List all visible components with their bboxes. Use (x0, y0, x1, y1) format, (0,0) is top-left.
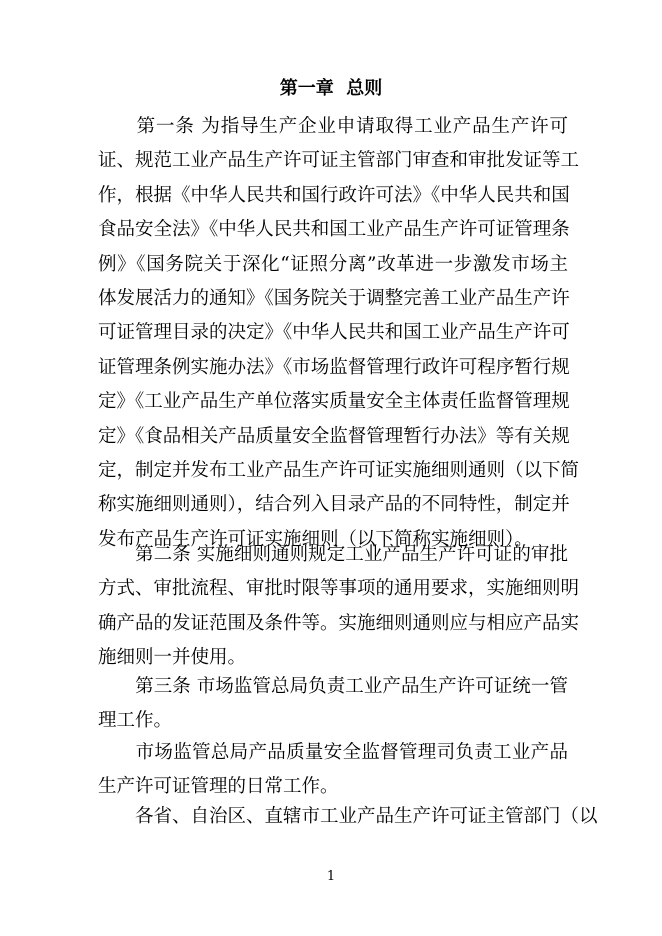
paragraph-line: 施细则一并使用。 (98, 647, 247, 669)
paragraph-line: 第三条 市场监管总局负责工业产品生产许可证统一管 (98, 676, 568, 697)
article-3-second-paragraph (98, 736, 568, 805)
article-3-third-paragraph (98, 800, 598, 834)
paragraph-line: 方式、审批流程、审批时限等事项的通用要求，实施细则明 (98, 578, 580, 600)
article-2-paragraph (98, 538, 580, 676)
paragraph-line: 定》《食品相关产品质量安全监督管理暂行办法》等有关规 (98, 425, 570, 447)
paragraph-line: 理工作。 (98, 710, 173, 732)
paragraph-line: 例》《国务院关于深化“证照分离”改革进一步激发市场主 (98, 253, 568, 275)
paragraph-line: 各省、自治区、直辖市工业产品生产许可证主管部门（以 (98, 806, 598, 827)
paragraph-line: 第二条 实施细则通则规定工业产品生产许可证的审批 (98, 544, 568, 565)
paragraph-line: 可证管理目录的决定》《中华人民共和国工业产品生产许可 (98, 322, 570, 344)
article-3-paragraph (98, 670, 568, 739)
paragraph-line: 市场监管总局产品质量安全监督管理司负责工业产品 (98, 742, 568, 763)
paragraph-line: 称实施细则通则），结合列入目录产品的不同特性，制定并 (98, 494, 570, 516)
paragraph-line: 第一条 为指导生产企业申请取得工业产品生产许可 (98, 116, 568, 137)
paragraph-line: 体发展活力的通知》《国务院关于调整完善工业产品生产许 (98, 287, 570, 309)
paragraph-line: 证、规范工业产品生产许可证主管部门审查和审批发证等工 (98, 150, 580, 172)
paragraph-line: 生产许可证管理的日常工作。 (98, 776, 339, 798)
paragraph-line: 发布产品生产许可证实施细则（以下简称实施细则）。 (98, 528, 533, 550)
paragraph-line: 定》《工业产品生产单位落实质量安全主体责任监督管理规 (98, 391, 570, 413)
paragraph-line: 定，制定并发布工业产品生产许可证实施细则通则（以下简 (98, 459, 580, 481)
chapter-title: 第一章 总则 (279, 78, 383, 99)
page-number: 1 (326, 869, 336, 884)
article-1-paragraph (98, 110, 580, 557)
paragraph-line: 作，根据《中华人民共和国行政许可法》《中华人民共和国 (98, 184, 570, 206)
paragraph-line: 证管理条例实施办法》《市场监督管理行政许可程序暂行规 (98, 356, 570, 378)
paragraph-line: 食品安全法》《中华人民共和国工业产品生产许可证管理条 (98, 219, 570, 241)
paragraph-line: 确产品的发证范围及条件等。实施细则通则应与相应产品实 (98, 612, 580, 634)
